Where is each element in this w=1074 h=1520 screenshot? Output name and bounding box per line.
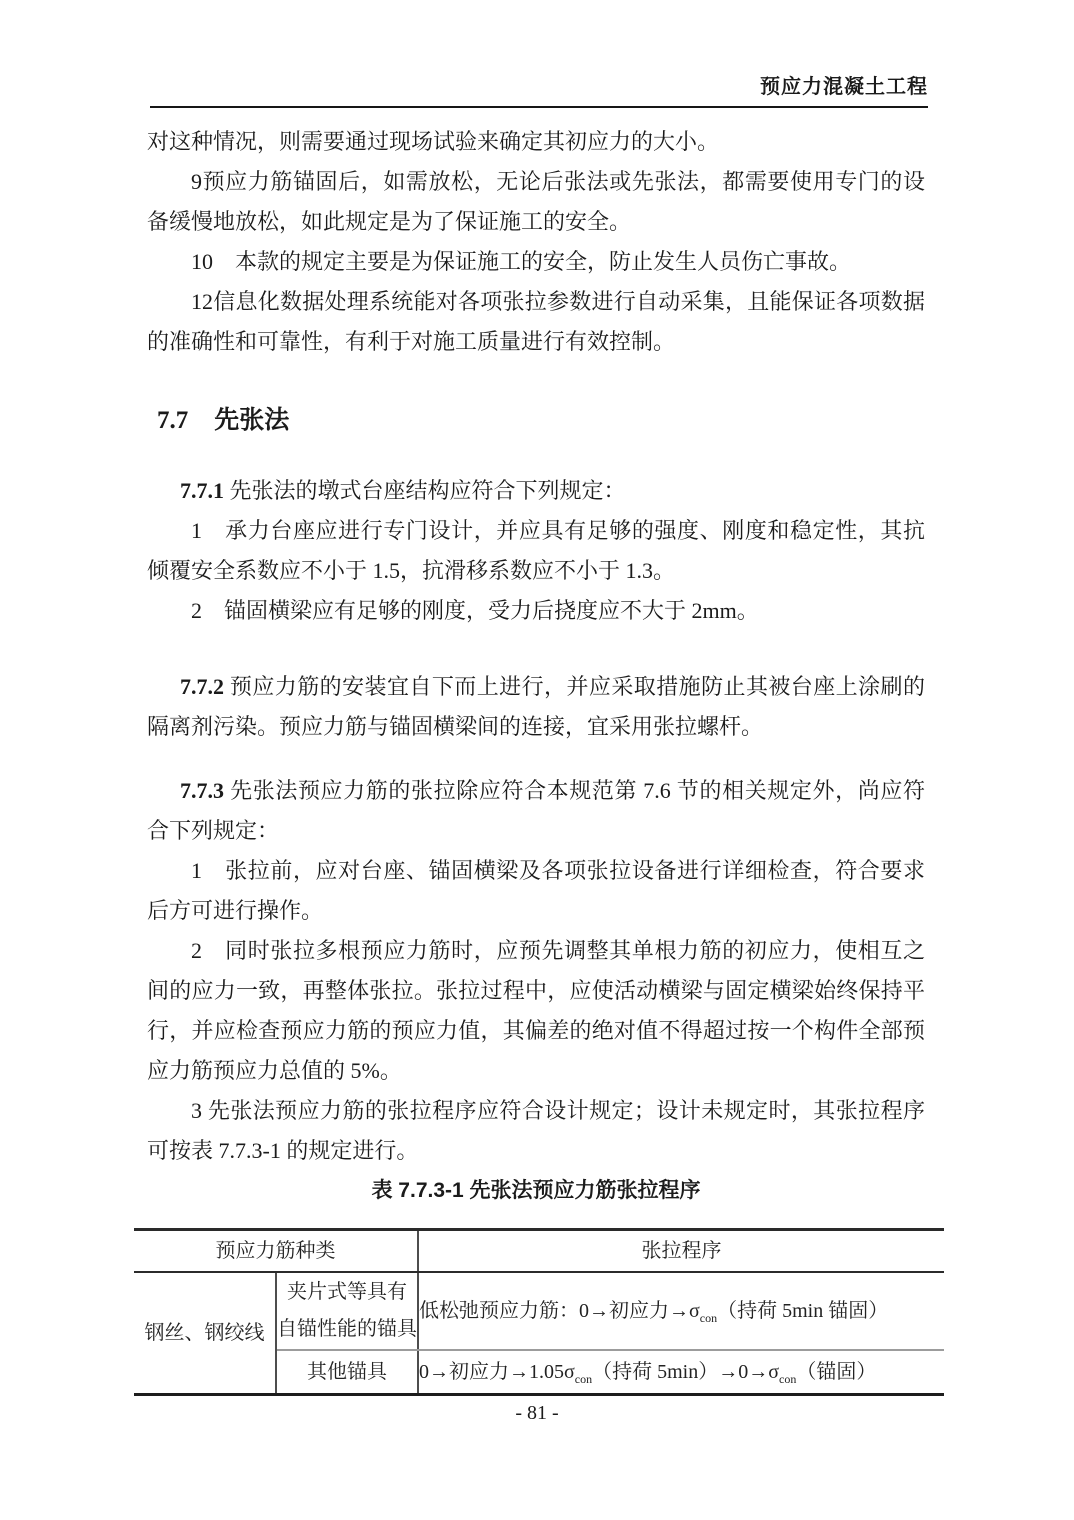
anchor-type-line-1: 夹片式等具有 xyxy=(287,1281,407,1303)
program-text: （锚固） xyxy=(796,1361,877,1383)
clause-7-7-1-item-1: 1 承力台座应进行专门设计，并应具有足够的强度、刚度和稳定性，其抗倾覆安全系数应不小于 1.5，抗滑移系数应不小于 1.3。 xyxy=(147,518,925,583)
table-row xyxy=(134,1272,944,1350)
page-footer xyxy=(0,1402,1074,1425)
program-text: 0→初应力→1.05σ xyxy=(419,1361,575,1383)
tension-program-table xyxy=(134,1228,944,1396)
program-text: （持荷 5min 锚固） xyxy=(717,1300,889,1322)
page-body xyxy=(144,122,925,1396)
sigma-subscript: con xyxy=(699,1311,718,1325)
program-text: 低松弛预应力筋：0→初应力→σ xyxy=(419,1300,700,1322)
sigma-subscript: con xyxy=(779,1372,797,1386)
clause-text: 先张法预应力筋的张拉除应符合本规范第 7.6 节的相关规定外，尚应符合下列规定： xyxy=(147,778,925,843)
sigma-subscript: con xyxy=(574,1372,593,1386)
clause-7-7-3-item-1: 1 张拉前，应对台座、锚固横梁及各项张拉设备进行详细检查，符合要求后方可进行操作。 xyxy=(147,858,925,923)
clause-7-7-2 xyxy=(147,667,925,747)
clause-7-7-1-item-2: 2 锚固横梁应有足够的刚度，受力后挠度应不大于 2mm。 xyxy=(191,598,759,623)
clause-number: 7.7.3 xyxy=(180,778,224,803)
clause-7-7-3 xyxy=(147,771,925,851)
program-text: （持荷 5min）→0→σ xyxy=(592,1361,780,1383)
clause-7-7-3-item-3: 3 先张法预应力筋的张拉程序应符合设计规定；设计未规定时，其张拉程序可按表 7.7.3-1 的规定进行。 xyxy=(147,1098,925,1163)
anchor-type-line-2: 自锚性能的锚具 xyxy=(277,1318,417,1340)
cell-tendon-group: 钢丝、钢绞线 xyxy=(134,1272,276,1395)
cell-program-1 xyxy=(418,1272,944,1350)
clause-number: 7.7.2 xyxy=(180,674,224,699)
clause-text: 预应力筋的安装宜自下而上进行，并应采取措施防止其被台座上涂刷的隔离剂污染。预应力筋与锚固横梁间的连接，宜采用张拉螺杆。 xyxy=(147,674,925,739)
table-header-row xyxy=(134,1230,944,1273)
paragraph-intro-4: 12信息化数据处理系统能对各项张拉参数进行自动采集，且能保证各项数据的准确性和可靠性，有利于对施工质量进行有效控制。 xyxy=(147,289,925,354)
column-header-tension-program: 张拉程序 xyxy=(418,1230,944,1273)
cell-anchor-type-1 xyxy=(276,1272,418,1350)
column-header-tendon-type: 预应力筋种类 xyxy=(134,1230,418,1273)
section-number: 7.7 xyxy=(157,407,189,434)
clause-7-7-3-item-2: 2 同时张拉多根预应力筋时，应预先调整其单根力筋的初应力，使相互之间的应力一致，再整体张拉。张拉过程中，应使活动横梁与固定横梁始终保持平行，并应检查预应力筋的预应力值，其偏差的绝对值不得超过按一个构件全部预应力筋预应力总值的 5%。 xyxy=(147,938,925,1083)
clause-text: 先张法的墩式台座结构应符合下列规定： xyxy=(224,478,626,503)
cell-anchor-type-2: 其他锚具 xyxy=(276,1350,418,1395)
table-caption: 表 7.7.3-1 先张法预应力筋张拉程序 xyxy=(371,1179,701,1202)
section-title-text: 先张法 xyxy=(214,406,290,434)
clause-7-7-1 xyxy=(147,471,925,511)
paragraph-intro-3: 10 本款的规定主要是为保证施工的安全，防止发生人员伤亡事故。 xyxy=(191,249,852,274)
paragraph-intro-1: 对这种情况，则需要通过现场试验来确定其初应力的大小。 xyxy=(147,129,720,154)
paragraph-intro-2: 9预应力筋锚固后，如需放松，无论后张法或先张法，都需要使用专门的设备缓慢地放松，如此规定是为了保证施工的安全。 xyxy=(147,169,925,234)
clause-number: 7.7.1 xyxy=(180,478,224,503)
running-header xyxy=(150,70,928,108)
running-header-title: 预应力混凝土工程 xyxy=(760,76,928,98)
page-number: - 81 - xyxy=(515,1402,559,1424)
section-heading-7-7 xyxy=(157,398,925,443)
cell-program-2 xyxy=(418,1350,944,1395)
